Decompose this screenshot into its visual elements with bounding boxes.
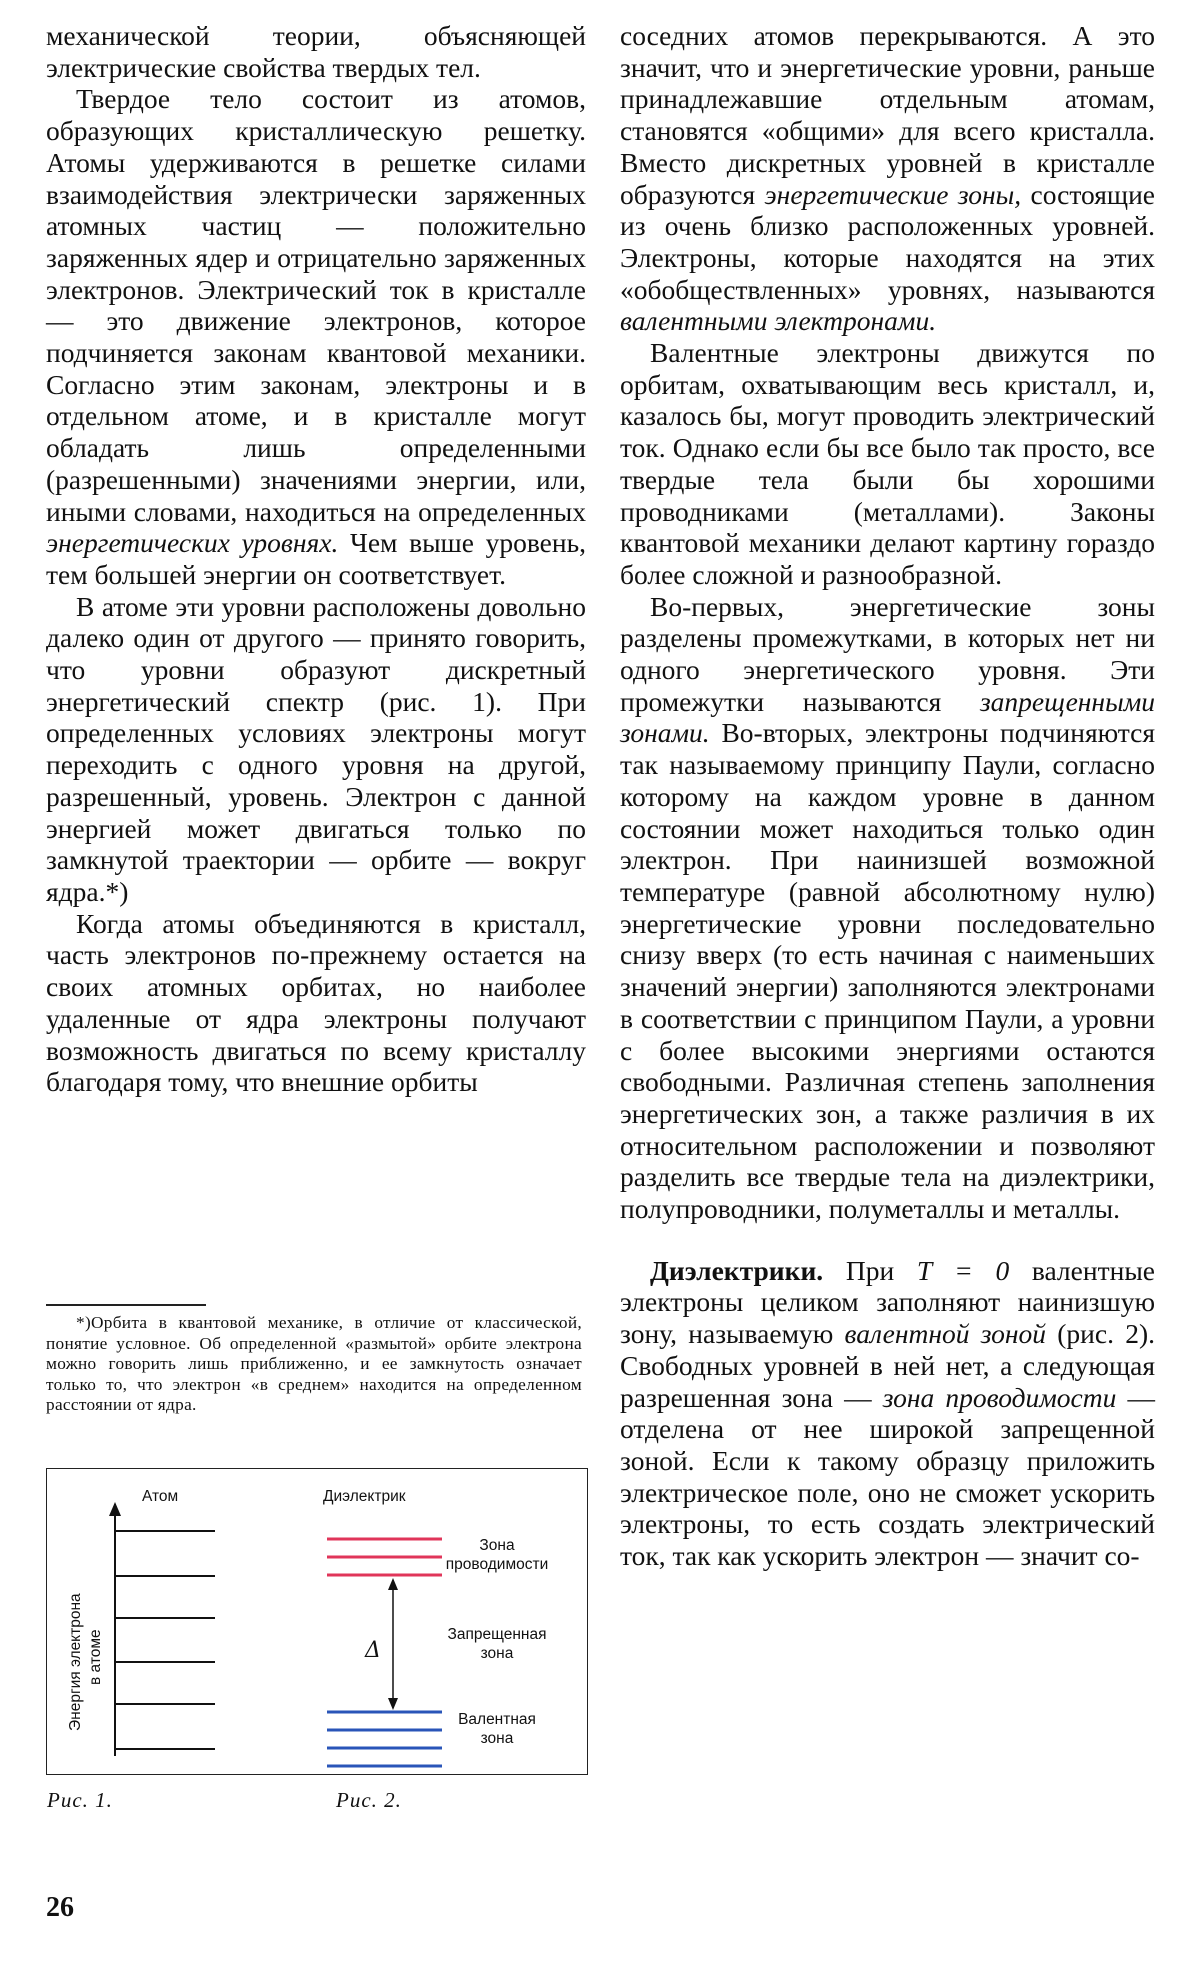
left-p2-tail: Чем выше уровень, тем большей энергии он соответствует. <box>46 527 586 590</box>
left-paragraph-1: механической теории, объясняющей электрические свойства твердых тел. <box>46 20 586 83</box>
right-p3-emphasis: запрещенными зонами. <box>620 685 1155 749</box>
figure-energy-levels <box>46 1468 588 1775</box>
right-column <box>620 20 1155 1572</box>
right-paragraph-3 <box>620 591 1155 1225</box>
right-paragraph-1 <box>620 20 1155 337</box>
axis-label-line-2: в атоме <box>87 1629 104 1685</box>
dielectric-label: Диэлектрик <box>323 1488 406 1505</box>
right-p3-tail: Во-вторых, электроны подчиняются так называемому принципу Паули, согласно которому на каждом уровне в данном состоянии может находиться только один электрон. При наинизшей возможной температуре (равной абсолютному нулю) энергетические уровни последовательно снизу вверх (то есть начиная с наименьших значений энергии) заполняются электронами в соответствии с принципом Паули, а уровни с более высокими энергиями остаются свободными. Различная степень заполнения энергетических зон, а также различия в их относительном расположении и позволяют разделить все твердые тела на диэлектрики, полупроводники, полуметаллы и металлы. <box>620 717 1155 1225</box>
right-p4-a: При <box>823 1254 917 1286</box>
right-p4-b: валентные электроны целиком заполняют наинизшую зону, называемую <box>620 1254 1155 1350</box>
right-p4-d: — отделена от нее широкой запрещенной зоной. Если к такому образцу приложить электрическое поле, оно не сможет ускорить электроны, то есть создать электрический ток, так как ускорить электрон — значит со- <box>620 1381 1156 1572</box>
figure-2-caption: Рис. 2. <box>336 1788 402 1812</box>
left-paragraph-3: В атоме эти уровни расположены довольно далеко один от другого — принято говорить, что уровни образуют дискретный энергетический спектр (рис. 1). При определенных условиях электроны могут переходить с одного уровня на другой, разрешенный, уровень. Электрон с данной энергией может двигаться только по замкнутой траектории — орбите — вокруг ядра.*) <box>46 590 586 907</box>
gap-symbol: Δ <box>365 1638 381 1663</box>
conduction-band <box>327 1539 442 1575</box>
gap-arrow-down-icon <box>388 1698 398 1710</box>
valence-label-line-1: Валентная <box>458 1711 536 1728</box>
gap-label-line-2: зона <box>480 1645 514 1662</box>
right-p4-c: (рис. 2). Свободных уровней в ней нет, а следующая разрешенная зона — <box>620 1318 1155 1413</box>
left-column <box>46 20 586 1098</box>
page-number: 26 <box>46 1892 74 1923</box>
valence-band <box>327 1712 442 1766</box>
energy-diagram <box>47 1469 587 1774</box>
left-p2-emphasis: энергетических уровнях. <box>46 527 339 559</box>
right-p1-emphasis-2: валентными электронами. <box>620 305 937 337</box>
footnote-rule <box>46 1304 206 1306</box>
figure-1-caption: Рис. 1. <box>47 1788 113 1812</box>
axis-label-line-1: Энергия электрона <box>67 1593 84 1731</box>
footnote <box>46 1313 582 1416</box>
left-paragraph-2 <box>46 83 586 590</box>
right-p1-mid: состоящие из очень близко расположенных уровней. Электроны, которые находятся на этих «обобществленных» уровнях, называются <box>620 178 1155 305</box>
atom-levels <box>115 1531 215 1749</box>
conduction-label-line-1: Зона <box>479 1537 515 1554</box>
left-paragraph-4: Когда атомы объединяются в кристалл, часть электронов по-прежнему остается на своих атомных орбитах, но наиболее удаленные от ядра электроны получают возможность двигаться по всему кристаллу благодаря тому, что внешние орбиты <box>46 907 586 1098</box>
footnote-text: *)Орбита в квантовой механике, в отличие от классической, понятие условное. Об определенной «размытой» орбите электрона можно говорить лишь приближенно, и ее замкнутость означает только то, что электрон «в среднем» находится на определенном расстоянии от ядра. <box>46 1313 582 1414</box>
left-p2-text: Твердое тело состоит из атомов, образующих кристаллическую решетку. Атомы удерживаются в решетке силами взаимодействия электрически заряженных атомных частиц — положительно заряженных ядер и отрицательно заряженных электронов. Электрический ток в кристалле — это движение электронов, которое подчиняется законам квантовой механики. Согласно этим законам, электроны и в отдельном атоме, и в кристалле могут обладать лишь определенными (разрешенными) значениями энергии, или, иными словами, находиться на определенных <box>46 83 586 527</box>
right-p4-emphasis-1: валентной зоной <box>844 1318 1047 1350</box>
section-heading-dielectrics: Диэлектрики. <box>650 1254 824 1286</box>
right-p3-text: Во-первых, энергетические зоны разделены промежутками, в которых нет ни одного энергетического уровня. Эти промежутки называются <box>620 590 1155 717</box>
conduction-label-line-2: проводимости <box>445 1556 549 1573</box>
energy-axis-arrow-icon <box>109 1502 121 1516</box>
gap-arrow-up-icon <box>388 1578 398 1590</box>
gap-label-line-1: Запрещенная <box>447 1626 547 1643</box>
right-paragraph-2: Валентные электроны движутся по орбитам, охватывающим весь кристалл, и, казалось бы, могут проводить электрический ток. Однако если бы все было так просто, все твердые тела были бы хорошими проводниками (металлами). Законы квантовой механики делают картину гораздо более сложной и разнообразной. <box>620 337 1155 590</box>
formula-t-zero: T = 0 <box>916 1254 1010 1286</box>
right-paragraph-4 <box>620 1255 1155 1572</box>
valence-label-line-2: зона <box>480 1730 514 1747</box>
right-p1-text: соседних атомов перекрываются. А это значит, что и энергетические уровни, раньше принадлежавшие отдельным атомам, становятся «общими» для всего кристалла. Вместо дискретных уровней в кристалле образуются <box>620 20 1155 210</box>
right-p4-emphasis-2: зона проводимости <box>882 1381 1117 1413</box>
right-p1-emphasis-1: энергетические зоны, <box>764 178 1022 210</box>
atom-label: Атом <box>142 1488 179 1505</box>
